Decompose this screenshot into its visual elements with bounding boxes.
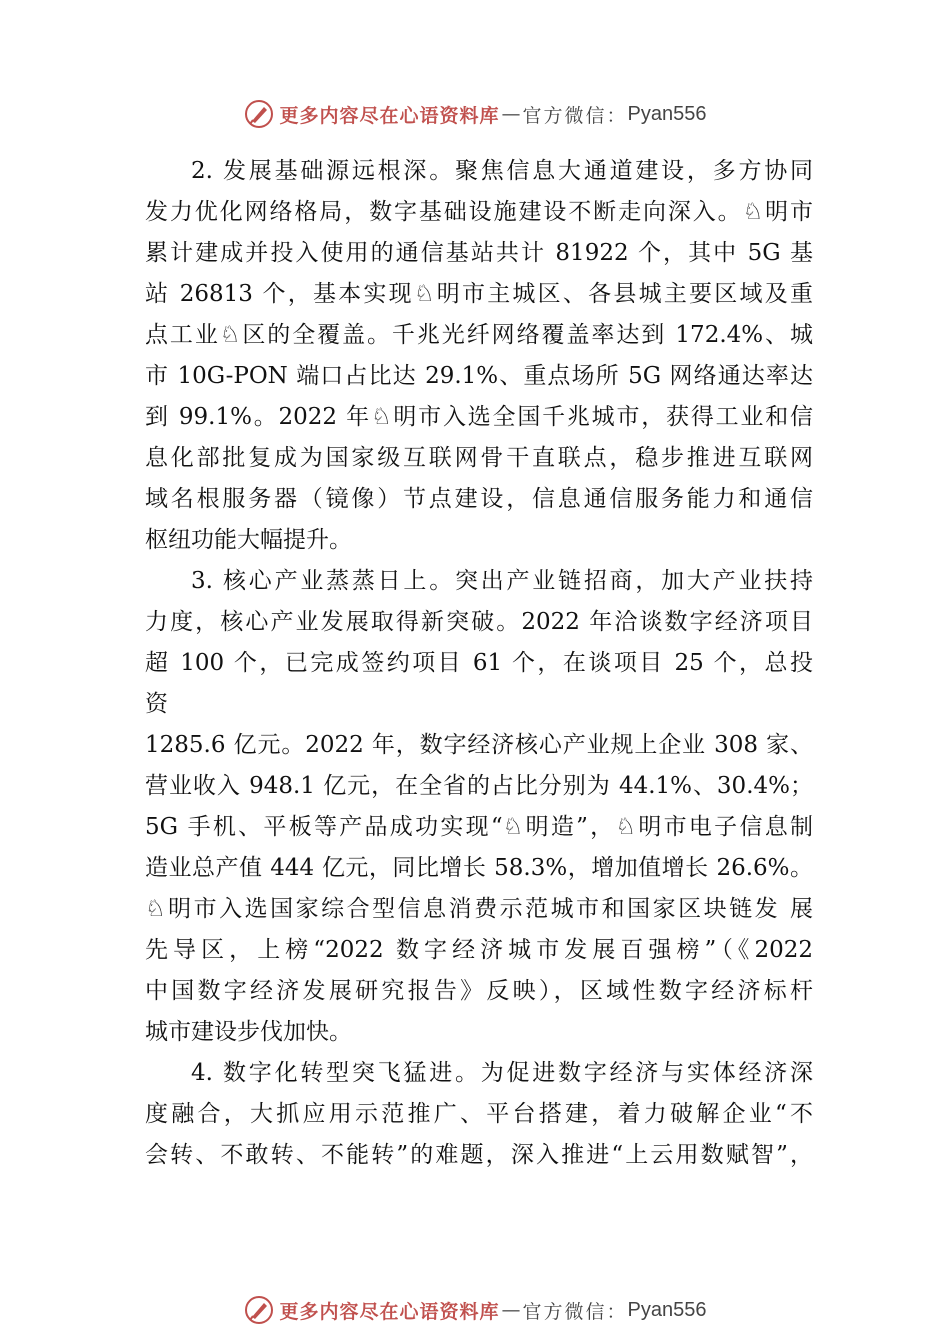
- watermark-brand: 更多内容尽在心语资料库: [279, 104, 500, 127]
- text-line: 点工业♘区的全覆盖。千兆光纤网络覆盖率达到 172.4%、城: [145, 322, 813, 348]
- text-line: 城市建设步伐加快。: [145, 1019, 352, 1045]
- footer-watermark: [0, 1290, 950, 1330]
- text-line: 5G 手机、平板等产品成功实现“♘明造”，♘明市电子信息制: [145, 814, 813, 840]
- text-line: 3. 核心产业蒸蒸日上。突出产业链招商，加大产业扶持: [191, 568, 813, 594]
- text-line: 枢纽功能大幅提升。: [145, 527, 352, 553]
- watermark-separator: —: [501, 1299, 521, 1321]
- watermark-brand: 更多内容尽在心语资料库: [279, 1300, 500, 1323]
- watermark-wechat-id: Pyan556: [627, 1298, 707, 1321]
- text-line: 会转、不敢转、不能转”的难题，深入推进“上云用数赋智”，: [145, 1142, 813, 1168]
- watermark-separator: —: [501, 103, 521, 125]
- text-line: 4. 数字化转型突飞猛进。为促进数字经济与实体经济深: [191, 1060, 813, 1086]
- watermark-label: 官方微信：: [522, 104, 628, 127]
- quill-logo-icon: [244, 1295, 274, 1325]
- text-line: 到 99.1%。2022 年♘明市入选全国千兆城市，获得工业和信: [145, 404, 813, 430]
- watermark-label: 官方微信：: [522, 1300, 628, 1323]
- text-line: 超 100 个，已完成签约项目 61 个，在谈项目 25 个，总投: [145, 650, 813, 676]
- text-line: 力度，核心产业发展取得新突破。2022 年洽谈数字经济项目: [145, 609, 813, 635]
- paragraph-infrastructure: [145, 151, 813, 561]
- text-line: 营业收入 948.1 亿元，在全省的占比分别为 44.1%、30.4%；: [145, 773, 813, 799]
- text-line: 域名根服务器（镜像）节点建设，信息通信服务能力和通信: [145, 486, 813, 512]
- watermark-wechat-id: Pyan556: [627, 102, 707, 125]
- text-line: 度融合，大抓应用示范推广、平台搭建，着力破解企业“不: [145, 1101, 813, 1127]
- text-line: ♘明市入选国家综合型信息消费示范城市和国家区块链发 展: [145, 896, 813, 922]
- paragraph-digital-transformation: [145, 1053, 813, 1176]
- text-line: 造业总产值 444 亿元，同比增长 58.3%，增加值增长 26.6%。: [145, 855, 813, 881]
- quill-logo-icon: [244, 99, 274, 129]
- text-line: 先导区，上榜“2022 数字经济城市发展百强榜”（《2022: [145, 937, 813, 963]
- text-line: 2. 发展基础源远根深。聚焦信息大通道建设，多方协同: [191, 158, 813, 184]
- text-line: 站 26813 个，基本实现♘明市主城区、各县城主要区域及重: [145, 281, 813, 307]
- text-line: 累计建成并投入使用的通信基站共计 81922 个，其中 5G 基: [145, 240, 813, 266]
- paragraph-core-industry: [145, 561, 813, 1053]
- text-line: 市 10G-PON 端口占比达 29.1%、重点场所 5G 网络通达率达: [145, 363, 813, 389]
- text-line: 息化部批复成为国家级互联网骨干直联点，稳步推进互联网: [145, 445, 813, 471]
- text-line: 资: [145, 691, 168, 717]
- text-line: 发力优化网络格局，数字基础设施建设不断走向深入。♘明市: [145, 199, 813, 225]
- text-line: 1285.6 亿元。2022 年，数字经济核心产业规上企业 308 家、: [145, 732, 813, 758]
- header-watermark: [0, 94, 950, 134]
- document-body: [145, 151, 813, 1176]
- text-line: 中国数字经济发展研究报告》反映），区域性数字经济标杆: [145, 978, 813, 1004]
